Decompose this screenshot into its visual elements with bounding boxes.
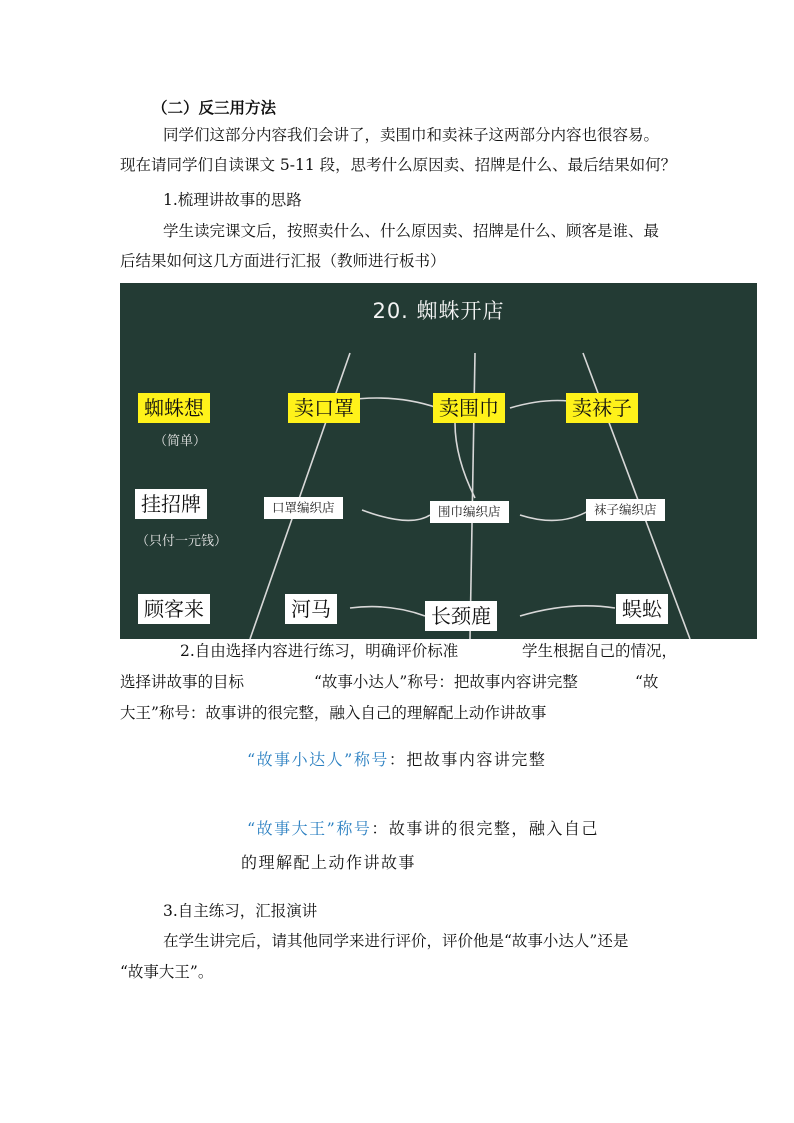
paragraph-line: 学生读完课文后，按照卖什么、什么原因卖、招牌是什么、顾客是谁、最 [163, 222, 660, 240]
item-title: 1.梳理讲故事的思路 [163, 191, 302, 209]
criteria-story-king [247, 817, 599, 841]
criteria-title: “故事大王”称号 [247, 819, 372, 838]
paragraph-line: 选择讲故事的目标 [120, 673, 245, 691]
section-heading: （二）反三用方法 [152, 98, 277, 117]
paragraph-line: “故 [635, 673, 659, 691]
criteria-text-line2: 的理解配上动作讲故事 [241, 853, 417, 872]
note-simple: （简单） [154, 434, 207, 449]
paragraph-line: “故事大王”。 [120, 963, 214, 981]
paragraph-line: 现在请同学们自读课文 5-11 段，思考什么原因卖、招牌是什么、最后结果如何？ [120, 156, 677, 174]
label-hang-sign: 挂招牌 [135, 489, 207, 519]
criteria-title: “故事小达人”称号 [247, 750, 389, 769]
item-title: 3.自主练习，汇报演讲 [163, 902, 318, 920]
sign-socks-shop: 袜子编织店 [586, 499, 665, 521]
paragraph-line: 大王”称号：故事讲的很完整，融入自己的理解配上动作讲故事 [120, 704, 547, 722]
card-sell-socks: 卖袜子 [566, 393, 638, 423]
criteria-story-expert [247, 748, 546, 772]
paragraph-line: 同学们这部分内容我们会讲了，卖围巾和卖袜子这两部分内容也很容易。 [163, 126, 660, 144]
sign-mask-shop: 口罩编织店 [264, 497, 343, 519]
card-sell-mask: 卖口罩 [288, 393, 360, 423]
blackboard-image [120, 283, 757, 639]
card-hippo: 河马 [285, 594, 337, 624]
board-lines [120, 283, 757, 639]
paragraph-line: 2.自由选择内容进行练习，明确评价标准 [180, 642, 459, 660]
card-sell-scarf: 卖围巾 [433, 393, 505, 423]
board-title: 20. 蜘蛛开店 [372, 299, 505, 323]
paragraph-line: “故事小达人”称号：把故事内容讲完整 [314, 673, 578, 691]
card-giraffe: 长颈鹿 [425, 601, 497, 631]
note-one-yuan: （只付一元钱） [136, 534, 228, 549]
criteria-text: ：把故事内容讲完整 [388, 750, 547, 769]
paragraph-line: 在学生讲完后，请其他同学来进行评价，评价他是“故事小达人”还是 [163, 932, 629, 950]
label-spider-thinks: 蜘蛛想 [138, 393, 210, 423]
paragraph-line: 学生根据自己的情况， [522, 642, 678, 660]
card-centipede: 蜈蚣 [616, 594, 668, 624]
paragraph-line: 后结果如何这几方面进行汇报（教师进行板书） [120, 252, 446, 270]
label-customers-come: 顾客来 [138, 594, 210, 624]
sign-scarf-shop: 围巾编织店 [430, 501, 509, 523]
criteria-text: ：故事讲的很完整，融入自己 [371, 819, 599, 838]
